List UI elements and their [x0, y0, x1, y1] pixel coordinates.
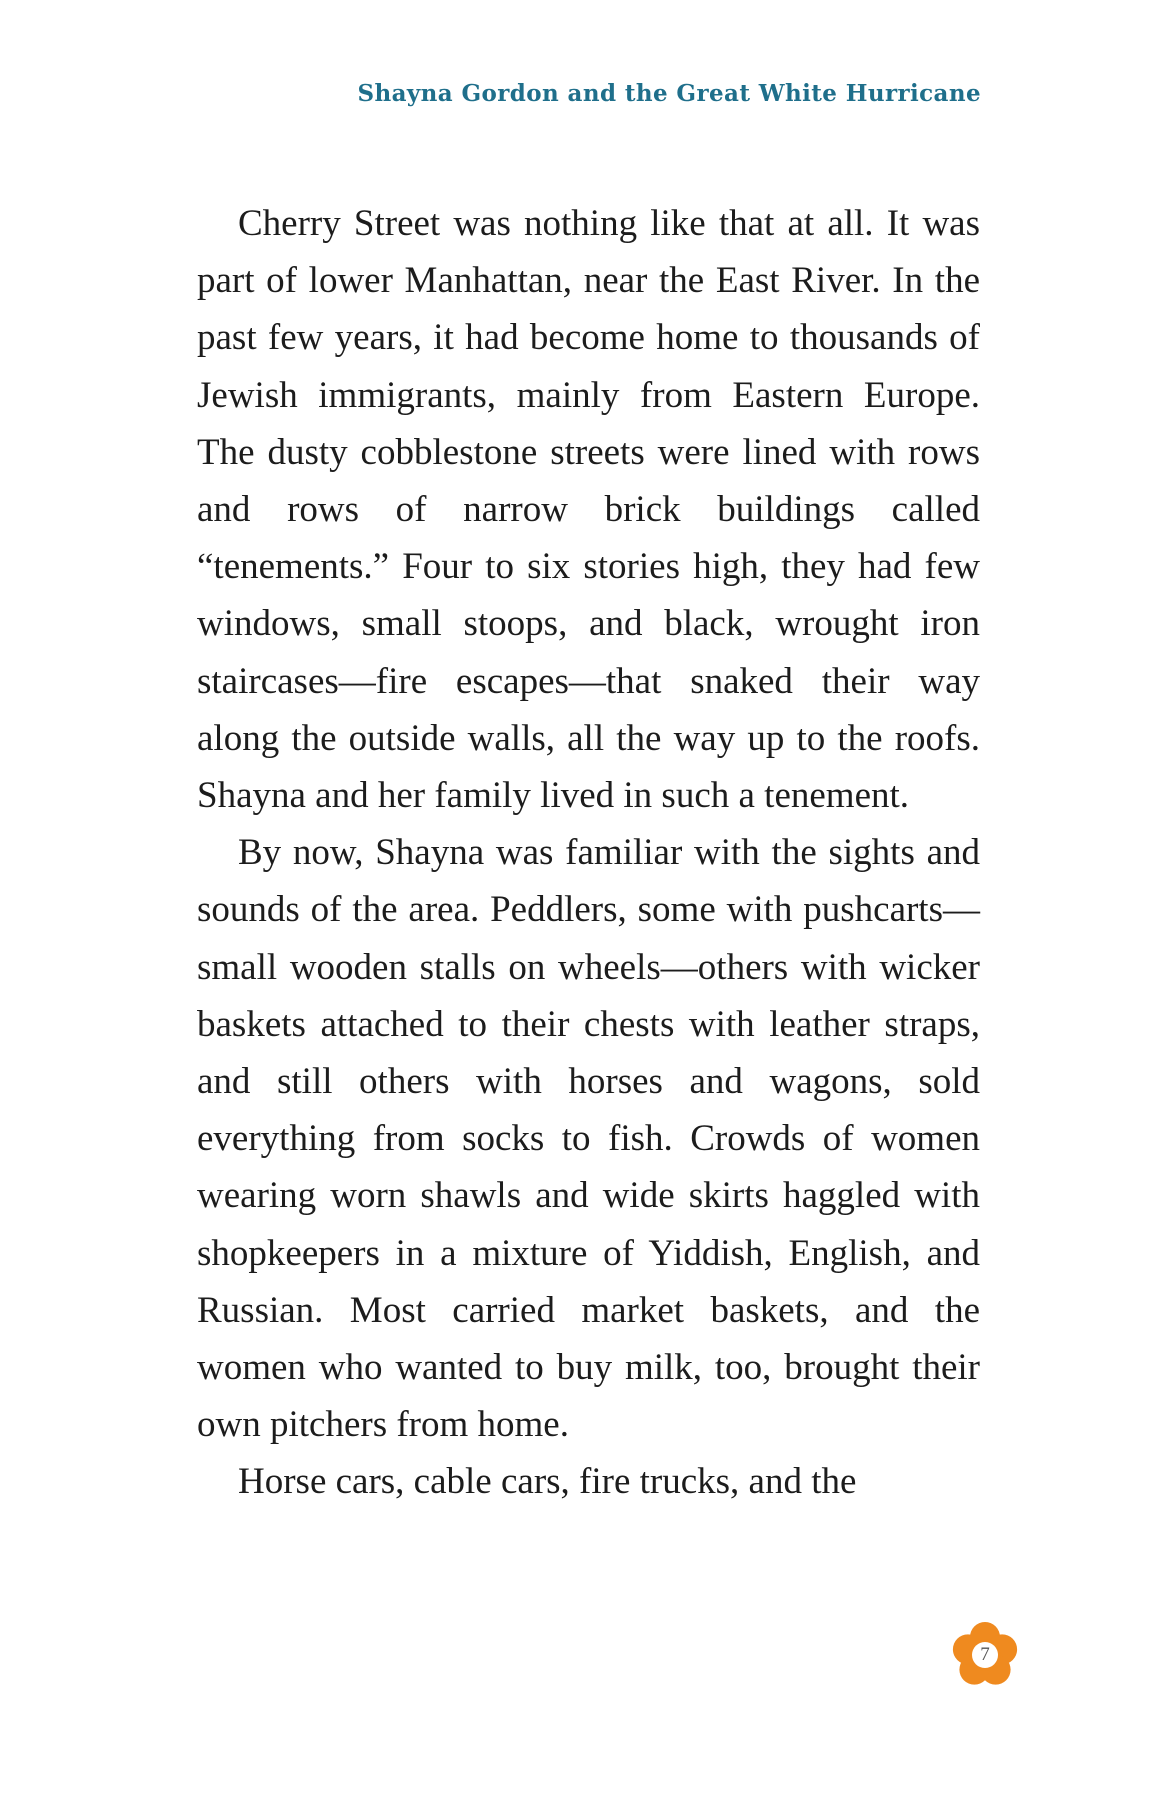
page-number: 7: [980, 1644, 990, 1665]
folio: [945, 1615, 1025, 1695]
running-head: Shayna Gordon and the Great White Hurricane: [357, 80, 981, 107]
body-text: [197, 195, 980, 1511]
paragraph-3: Horse cars, cable cars, fire trucks, and the: [238, 1461, 857, 1503]
paragraph-2: By now, Shayna was familiar with the sights and sounds of the area. Peddlers, some with pushcarts—small wooden stalls on wheels—others with wicker baskets attached to their chests with leather straps, and still others with horses and wagons, sold everything from socks to fish. Crowds of women wearing worn shawls and wide skirts haggled with shopkeepers in a mixture of Yiddish, English, and Russian. Most carried market baskets, and the women who wanted to buy milk, too, brought their own pitchers from home.: [197, 832, 980, 1446]
paragraph-1: Cherry Street was nothing like that at all. It was part of lower Manhattan, near the East River. In the past few years, it had become home to thousands of Jewish immigrants, mainly from Eastern Europe. The dusty cobblestone streets were lined with rows and rows of narrow brick buildings called “tenements.” Four to six stories high, they had few windows, small stoops, and black, wrought iron staircases—fire escapes—that snaked their way along the outside walls, all the way up to the roofs. Shayna and her family lived in such a tenement.: [197, 203, 980, 817]
